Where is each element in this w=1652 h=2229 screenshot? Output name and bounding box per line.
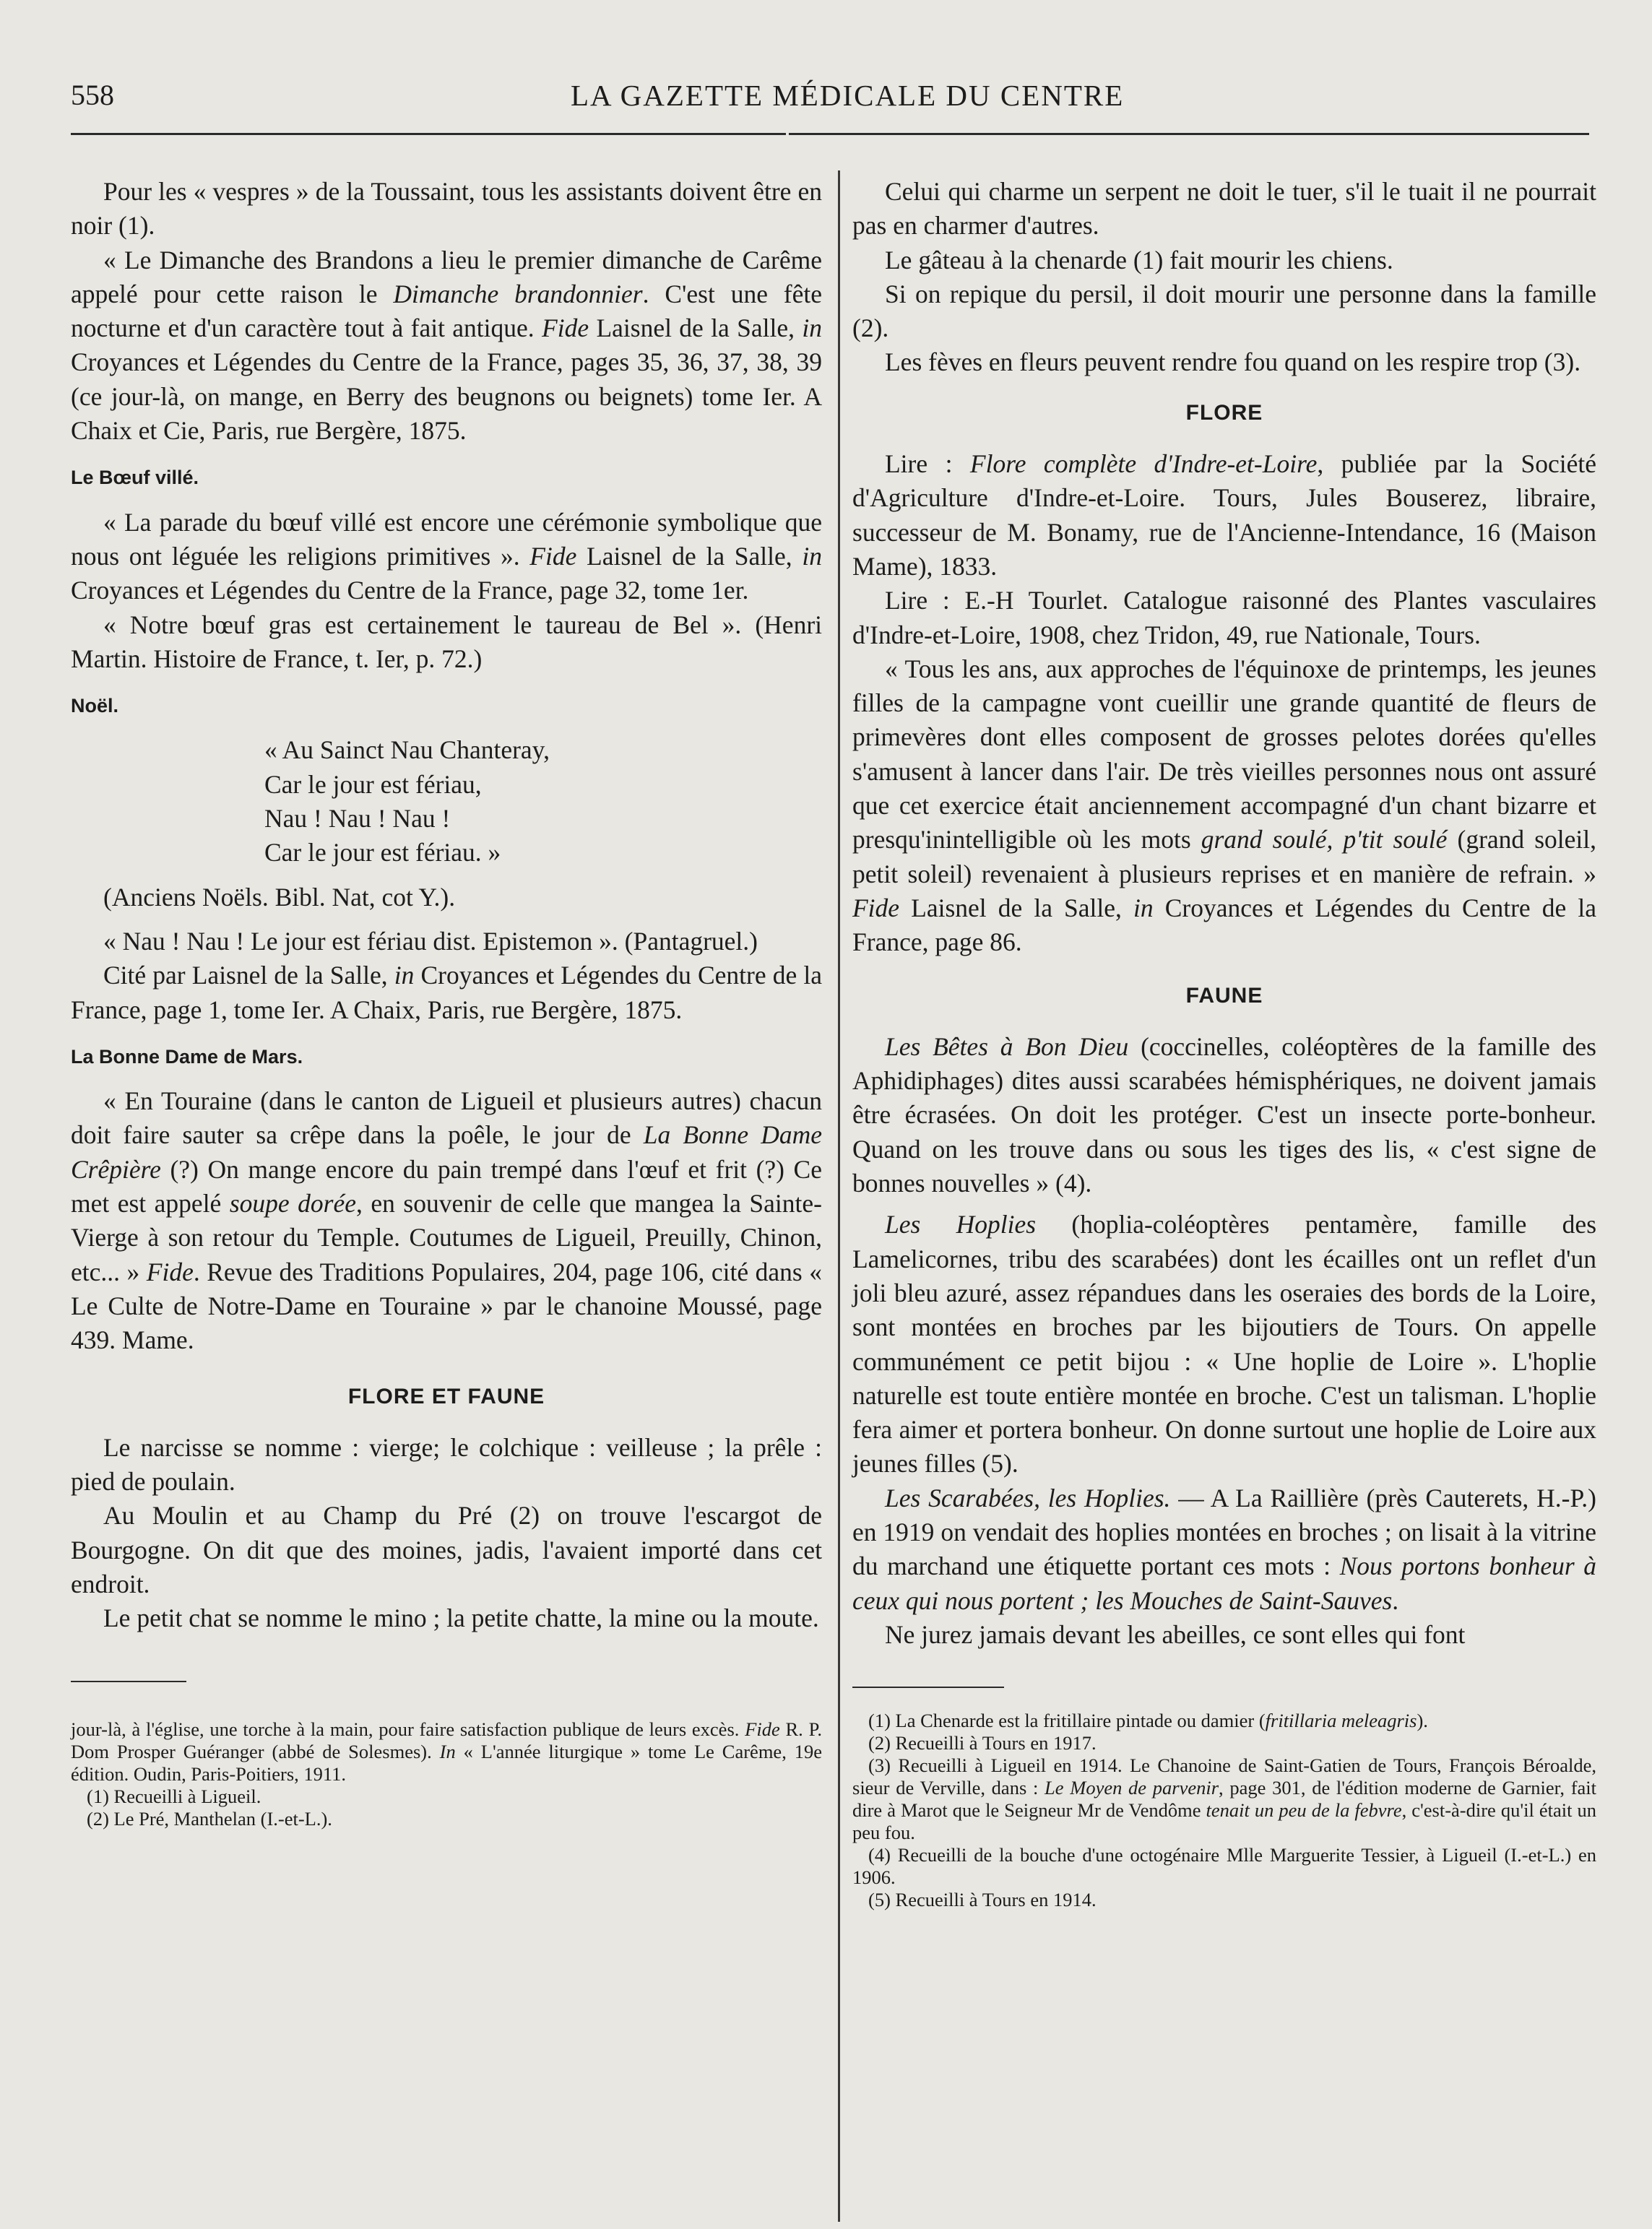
paragraph: Le narcisse se nomme : vierge; le colchique : veilleuse ; la prêle : pied de poulain. bbox=[71, 1432, 822, 1497]
verse bbox=[71, 733, 822, 870]
verse-line: Nau ! Nau ! Nau ! bbox=[264, 804, 451, 834]
footnote: (1) La Chenarde est la fritillaire pintade ou damier (fritillaria meleagris). bbox=[868, 1710, 1428, 1732]
paragraph: Les Bêtes à Bon Dieu (coccinelles, coléoptères de la famille des Aphidiphages) dites aussi scarabées hémisphériques, ne doivent jamais être écrasées. On doit les protéger. C'est un insecte porte-bonheur. Quand on les trouve dans ou sous les tiges des lis, « c'est signe de bonnes nouvelles » (4). bbox=[852, 1031, 1596, 1198]
verse-source: (Anciens Noëls. Bibl. Nat, cot Y.). bbox=[103, 882, 456, 912]
footnote: (5) Recueilli à Tours en 1914. bbox=[868, 1889, 1097, 1911]
paragraph: Pour les « vespres » de la Toussaint, tous les assistants doivent être en noir (1). bbox=[71, 177, 822, 241]
paragraph: Au Moulin et au Champ du Pré (2) on trouve l'escargot de Bourgogne. On dit que des moines, jadis, l'avaient importé dans cet endroit. bbox=[71, 1501, 822, 1598]
footnotes bbox=[852, 1710, 1596, 1911]
paragraph: « Nau ! Nau ! Le jour est fériau dist. Epistemon ». (Pantagruel.) bbox=[103, 926, 758, 956]
paragraph: Les Scarabées, les Hoplies. — A La Raillière (près Cauterets, H.-P.) en 1919 on vendait des hoplies montées en broches ; on lisait à la vitrine du marchand une étiquette portant ces mots : Nous portons bonheur à ceux qui nous portent ; les Mouches de Saint-Sauves. bbox=[852, 1483, 1597, 1615]
column-divider bbox=[838, 170, 840, 2222]
verse-line: « Au Sainct Nau Chanteray, bbox=[264, 735, 550, 765]
left-column bbox=[71, 175, 822, 1830]
paragraph: Le gâteau à la chenarde (1) fait mourir les chiens. bbox=[885, 245, 1393, 274]
footnote: (2) Le Pré, Manthelan (I.-et-L.). bbox=[87, 1807, 332, 1830]
paragraph: « Tous les ans, aux approches de l'équinoxe de printemps, les jeunes filles de la campagne vont cueillir une grande quantité de fleurs de primevères dont elles composent de grosses pelotes dorées qu'elles s'amusent à lancer dans l'air. De très vieilles personnes nous ont assuré que cet exercice était anciennement accompagné d'un chant bizarre et presqu'inintelligible où les mots grand soulé, p'tit soulé (grand soleil, petit soleil) revenaient à plusieurs reprises et en manière de refrain. » Fide Laisnel de la Salle, in Croyances et Légendes du Centre de la France, page 86. bbox=[852, 654, 1596, 957]
verse-line: Car le jour est fériau, bbox=[264, 769, 482, 799]
paragraph: Lire : Flore complète d'Indre-et-Loire, publiée par la Société d'Agriculture d'Indre-et-Loire. Tours, Jules Bouserez, libraire, successeur de M. Bonamy, rue de l'Ancienne-Intendance, 16 (Maison Mame), 1833. bbox=[852, 449, 1596, 581]
paragraph: « Notre bœuf gras est certainement le taureau de Bel ». (Henri Martin. Histoire de France, t. Ier, p. 72.) bbox=[71, 610, 822, 673]
paragraph: Ne jurez jamais devant les abeilles, ce sont elles qui font bbox=[885, 1619, 1466, 1649]
footnote: (2) Recueilli à Tours en 1917. bbox=[868, 1732, 1097, 1754]
right-column bbox=[852, 175, 1596, 1911]
footnote: (1) Recueilli à Ligueil. bbox=[87, 1785, 261, 1807]
paragraph: « Le Dimanche des Brandons a lieu le premier dimanche de Carême appelé pour cette raison le Dimanche brandonnier. C'est une fête nocturne et d'un caractère tout à fait antique. Fide Laisnel de la Salle, in Croyances et Légendes du Centre de la France, pages 35, 36, 37, 38, 39 (ce jour-là, on mange, en Berry des beugnons ou beignets) tome Ier. A Chaix et Cie, Paris, rue Bergère, 1875. bbox=[71, 245, 823, 446]
paragraph: Celui qui charme un serpent ne doit le tuer, s'il le tuait il ne pourrait pas en charmer d'autres. bbox=[852, 177, 1596, 241]
paragraph: Lire : E.-H Tourlet. Catalogue raisonné des Plantes vasculaires d'Indre-et-Loire, 1908, chez Tridon, 49, rue Nationale, Tours. bbox=[852, 586, 1596, 649]
header-rule-left bbox=[71, 133, 786, 135]
paragraph: Le petit chat se nomme le mino ; la petite chatte, la mine ou la moute. bbox=[103, 1603, 819, 1633]
verse-line: Car le jour est fériau. » bbox=[264, 838, 501, 867]
subheading: Noël. bbox=[71, 695, 119, 717]
footnotes bbox=[71, 1718, 822, 1830]
paragraph: Les fèves en fleurs peuvent rendre fou quand on les respire trop (3). bbox=[885, 347, 1581, 377]
subheading: La Bonne Dame de Mars. bbox=[71, 1045, 303, 1068]
paragraph: « En Touraine (dans le canton de Ligueil et plusieurs autres) chacun doit faire sauter sa crêpe dans la poêle, le jour de La Bonne Dame Crêpière (?) On mange encore du pain trempé dans l'œuf et frit (?) Ce met est appelé soupe dorée, en souvenir de celle que mangea la Sainte-Vierge à son retour du Temple. Coutumes de Ligueil, Preuilly, Chinon, etc... » Fide. Revue des Traditions Populaires, 204, page 106, cité dans « Le Culte de Notre-Dame en Touraine » par le chanoine Moussé, page 439. Mame. bbox=[71, 1086, 822, 1355]
running-head: LA GAZETTE MÉDICALE DU CENTRE bbox=[571, 79, 1125, 112]
footnote: (3) Recueilli à Ligueil en 1914. Le Chanoine de Saint-Gatien de Tours, François Béroalde, sieur de Verville, dans : Le Moyen de parvenir, page 301, de l'édition moderne de Garnier, fait dire à Marot que le Seigneur Mr de Vendôme tenait un peu de la febvre, c'est-à-dire qu'il était un peu fou. bbox=[852, 1754, 1597, 1844]
paragraph: Cité par Laisnel de la Salle, in Croyances et Légendes du Centre de la France, page 1, tome Ier. A Chaix, Paris, rue Bergère, 1875. bbox=[71, 961, 822, 1024]
paragraph: « La parade du bœuf villé est encore une cérémonie symbolique que nous ont léguée les religions primitives ». Fide Laisnel de la Salle, in Croyances et Légendes du Centre de la France, page 32, tome 1er. bbox=[71, 507, 822, 605]
footnote-rule bbox=[71, 1681, 186, 1682]
footnote-continuation: jour-là, à l'église, une torche à la main, pour faire satisfaction publique de leurs excès. Fide R. P. Dom Prosper Guéranger (abbé de Solesmes). In « L'année liturgique » tome Le Carême, 19e édition. Oudin, Paris-Poitiers, 1911. bbox=[71, 1718, 822, 1785]
header-rule-right bbox=[789, 133, 1589, 135]
paragraph: Si on repique du persil, il doit mourir une personne dans la famille (2). bbox=[852, 279, 1596, 343]
section-heading: FLORE ET FAUNE bbox=[347, 1384, 545, 1408]
section-heading: FLORE bbox=[1185, 400, 1263, 425]
section-heading: FAUNE bbox=[1185, 983, 1263, 1008]
subheading: Le Bœuf villé. bbox=[71, 467, 199, 489]
footnote: (4) Recueilli de la bouche d'une octogénaire Mlle Marguerite Tessier, à Ligueil (I.-et-L.) en 1906. bbox=[852, 1844, 1596, 1889]
paragraph: Les Hoplies (hoplia-coléoptères pentamère, famille des Lamelicornes, tribu des scarabées) dont les écailles ont un reflet d'un joli bleu azuré, assez répandues dans les oseraies des bords de la Loire, sont montées en broches par les bijoutiers de Tours. On appelle communément ce petit bijou : « Une hoplie de Loire ». L'hoplie naturelle est toute entière montée en broche. C'est un talisman. L'hoplie fera aimer et portera bonheur. On donne surtout une hoplie de Loire aux jeunes filles (5). bbox=[852, 1210, 1597, 1479]
page-number: 558 bbox=[71, 79, 114, 111]
footnote-rule bbox=[852, 1687, 1004, 1688]
